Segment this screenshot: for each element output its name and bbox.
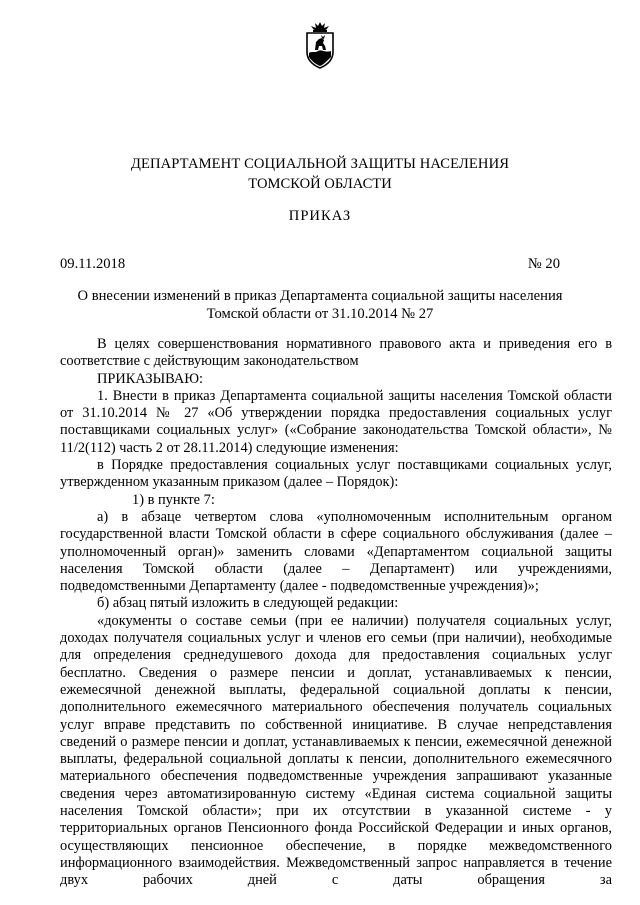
- subitem-b-paragraph: б) абзац пятый изложить в следующей редакции:: [97, 595, 399, 612]
- new-wording-paragraph: «документы о составе семьи (при ее наличии) получателя социальных услуг, доходах получателя социальных услуг и членов его семьи (при наличии), необходимые для определения среднедушевого дохода для предоставления социальных услуг бесплатно. Сведения о размере пенсии и доплат, устанавливаемых к пенсии, ежемесячной денежной выплаты, федеральной социальной доплаты к пенсии, дополнительного ежемесячного материального обеспечения получатель социальных услуг вправе представить по собственной инициативе. В случае непредставления сведений о размере пенсии и доплат, устанавливаемых к пенсии, ежемесячной денежной выплаты, федеральной социальной доплаты к пенсии, дополнительного ежемесячного материального обеспечения подведомственные учреждения запрашивают указанные сведения через автоматизированную систему «Единая система социальной защиты населения Томской области»; при их отсутствии в указанной системе - у территориальных органов Пенсионного фонда Российской Федерации и иных органов, осуществляющих пенсионное обеспечение, в порядке межведомственного информационного взаимодействия. Межведомственный запрос направляется в течение двух рабочих дней с даты обращения за: [60, 612, 612, 889]
- procedure-paragraph: в Порядке предоставления социальных услуг поставщиками социальных услуг, утвержденном указанным приказом (далее – Порядок):: [60, 457, 612, 491]
- document-type-title: ПРИКАЗ: [288, 208, 352, 224]
- order-body: [60, 336, 612, 890]
- subitem-a-paragraph: а) в абзаце четвертом слова «уполномоченным исполнительным органом государственной власти Томской области в сфере социального обслуживания (далее – уполномоченный орган)» заменить словами «Департаментом социальной защиты населения Томской области (далее – Департамент) или учреждениями, подведомственными Департаменту (далее - подведомственные учреждения)»;: [60, 508, 612, 595]
- item-1-heading: 1) в пункте 7:: [132, 491, 215, 508]
- order-number: № 20: [527, 256, 560, 272]
- department-name-line-1: ДЕПАРТАМЕНТ СОЦИАЛЬНОЙ ЗАЩИТЫ НАСЕЛЕНИЯ: [130, 156, 510, 172]
- coat-of-arms-emblem: [300, 20, 340, 70]
- clause-1-paragraph: 1. Внести в приказ Департамента социальной защиты населения Томской области от 31.10.2014 № 27 «Об утверждении порядка предоставления социальных услуг поставщиками социальных услуг» («Собрание законодательства Томской области», № 11/2(112) часть 2 от 28.11.2014) следующие изменения:: [60, 387, 612, 456]
- preamble-paragraph: В целях совершенствования нормативного правового акта и приведения его в соответствие с действующим законодательством: [60, 336, 612, 370]
- order-subject-line-1: О внесении изменений в приказ Департамента социальной защиты населения: [77, 288, 563, 304]
- order-command: ПРИКАЗЫВАЮ:: [97, 370, 204, 387]
- order-date: 09.11.2018: [60, 256, 126, 272]
- department-name-line-2: ТОМСКОЙ ОБЛАСТИ: [248, 176, 392, 192]
- order-subject-line-2: Томской области от 31.10.2014 № 27: [206, 306, 434, 322]
